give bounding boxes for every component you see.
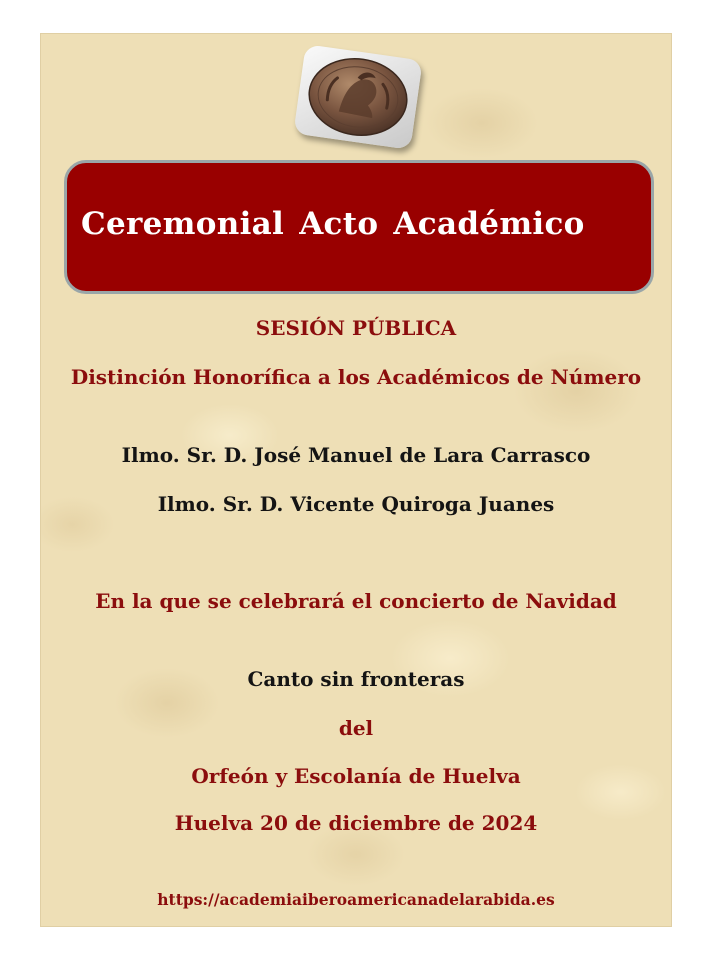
distinction-text: Distinción Honorífica a los Académicos de Número — [70, 365, 642, 389]
banner-title: Ceremonial Acto Académico — [81, 206, 585, 242]
choir-name: Orfeón y Escolanía de Huelva — [191, 764, 521, 788]
date-place: Huelva 20 de diciembre de 2024 — [174, 811, 538, 835]
website-link[interactable]: https://academiaiberoamericanadelarabida.es — [157, 890, 555, 909]
medal-icon — [298, 47, 419, 147]
session-label: SESIÓN PÚBLICA — [255, 316, 457, 340]
title-banner — [64, 160, 654, 294]
honoree-1: Ilmo. Sr. D. José Manuel de Lara Carrasco — [121, 443, 591, 467]
invitation-page — [41, 34, 671, 926]
honoree-2: Ilmo. Sr. D. Vicente Quiroga Juanes — [157, 492, 555, 516]
connector-text: del — [338, 716, 374, 740]
concert-name: Canto sin fronteras — [247, 667, 465, 691]
medal-emblem — [293, 44, 422, 150]
concert-intro: En la que se celebrará el concierto de Navidad — [95, 589, 617, 613]
